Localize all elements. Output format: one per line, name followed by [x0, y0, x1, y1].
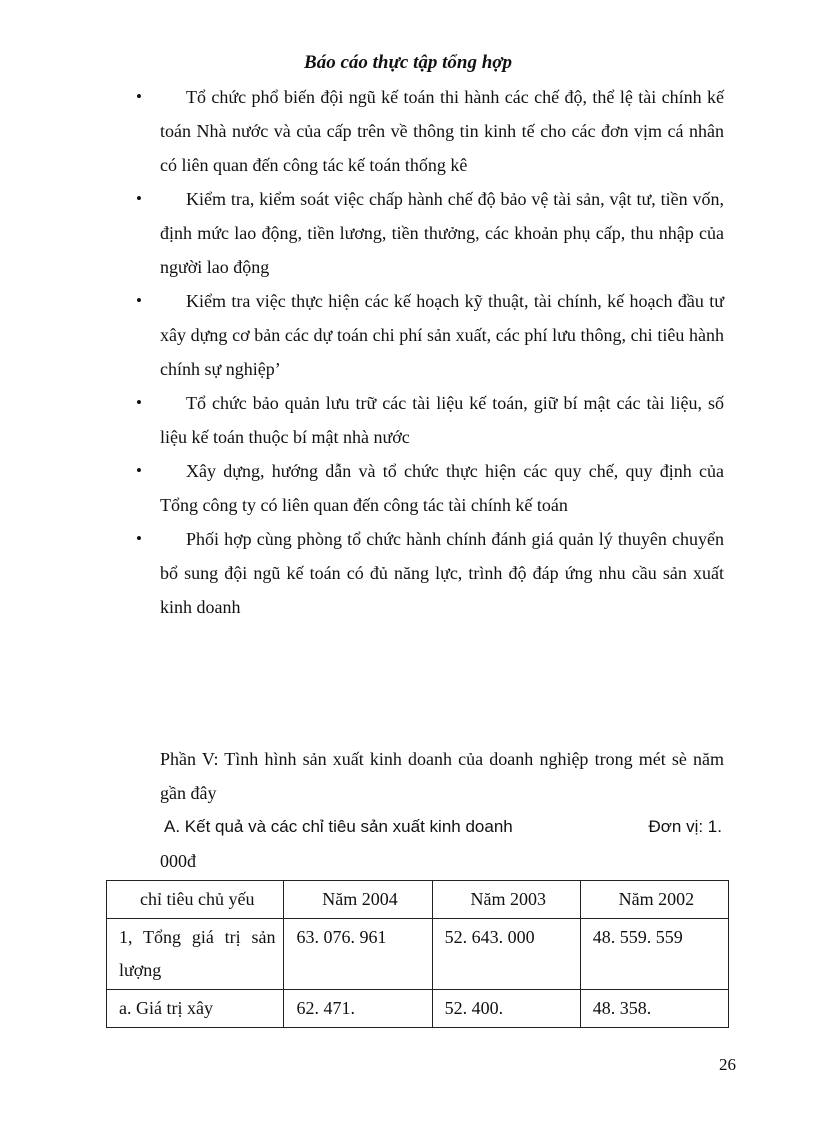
bullet-text: Xây dựng, hướng dẫn và tổ chức thực hiện các quy chế, quy định của Tổng công ty có liên quan đến công tác tài chính kế toán: [160, 461, 724, 515]
bullet-text: Kiểm tra việc thực hiện các kế hoạch kỹ thuật, tài chính, kế hoạch đầu tư xây dựng cơ bản các dự toán chi phí sản xuất, các phí lưu thông, chi tiêu hành chính sự nghiệp’: [160, 291, 724, 379]
bullet-text: Phối hợp cùng phòng tổ chức hành chính đánh giá quản lý thuyên chuyển bổ sung đội ngũ kế toán có đủ năng lực, trình độ đáp ứng nhu cầu sản xuất kinh doanh: [160, 529, 724, 617]
list-item: [136, 182, 724, 284]
bullet-text: Kiểm tra, kiểm soát việc chấp hành chế độ bảo vệ tài sản, vật tư, tiền vốn, định mức lao động, tiền lương, tiền thưởng, các khoản phụ cấp, thu nhập của người lao động: [160, 189, 724, 277]
list-item: [136, 80, 724, 182]
bullet-icon: •: [136, 529, 142, 548]
table-cell: 1, Tổng giá trị sản lượng: [107, 919, 284, 990]
table-header-row: [107, 881, 729, 919]
column-header: Năm 2004: [284, 881, 432, 919]
subheading-title: A. Kết quả và các chỉ tiêu sản xuất kinh doanh: [164, 817, 513, 836]
table-cell: 63. 076. 961: [284, 919, 432, 990]
table-cell: 48. 559. 559: [580, 919, 728, 990]
bullet-icon: •: [136, 461, 142, 480]
page-header-title: Báo cáo thực tập tổng hợp: [304, 52, 512, 73]
column-header: Năm 2003: [432, 881, 580, 919]
list-item: [136, 454, 724, 522]
bullet-text: Tổ chức bảo quản lưu trữ các tài liệu kế toán, giữ bí mật các tài liệu, số liệu kế toán thuộc bí mật nhà nước: [160, 393, 724, 447]
bullet-text: Tổ chức phổ biến đội ngũ kế toán thi hành các chế độ, thể lệ tài chính kế toán Nhà nước và của cấp trên về thông tin kinh tế cho các đơn vịm cá nhân có liên quan đến công tác kế toán thống kê: [160, 87, 724, 175]
table-cell: 52. 643. 000: [432, 919, 580, 990]
table-cell: 48. 358.: [580, 990, 728, 1028]
table-row: [107, 990, 729, 1028]
table-cell: 62. 471.: [284, 990, 432, 1028]
table-cell: 52. 400.: [432, 990, 580, 1028]
table-cell: a. Giá trị xây: [107, 990, 284, 1028]
results-table: [106, 880, 729, 1028]
list-item: [136, 284, 724, 386]
bullet-icon: •: [136, 393, 142, 412]
bullet-icon: •: [136, 291, 142, 310]
column-header: Năm 2002: [580, 881, 728, 919]
duties-bullet-list: [136, 80, 724, 624]
page-number: 26: [719, 1055, 736, 1074]
bullet-icon: •: [136, 189, 142, 208]
list-item: [136, 386, 724, 454]
table-row: [107, 919, 729, 990]
column-header: chỉ tiêu chủ yếu: [107, 881, 284, 919]
unit-label: Đơn vị: 1.: [648, 817, 722, 836]
section-heading: Phần V: Tình hình sản xuất kinh doanh của doanh nghiệp trong mét sè năm gần đây: [160, 749, 724, 803]
list-item: [136, 522, 724, 624]
unit-label-continued: 000đ: [160, 851, 196, 871]
bullet-icon: •: [136, 87, 142, 106]
